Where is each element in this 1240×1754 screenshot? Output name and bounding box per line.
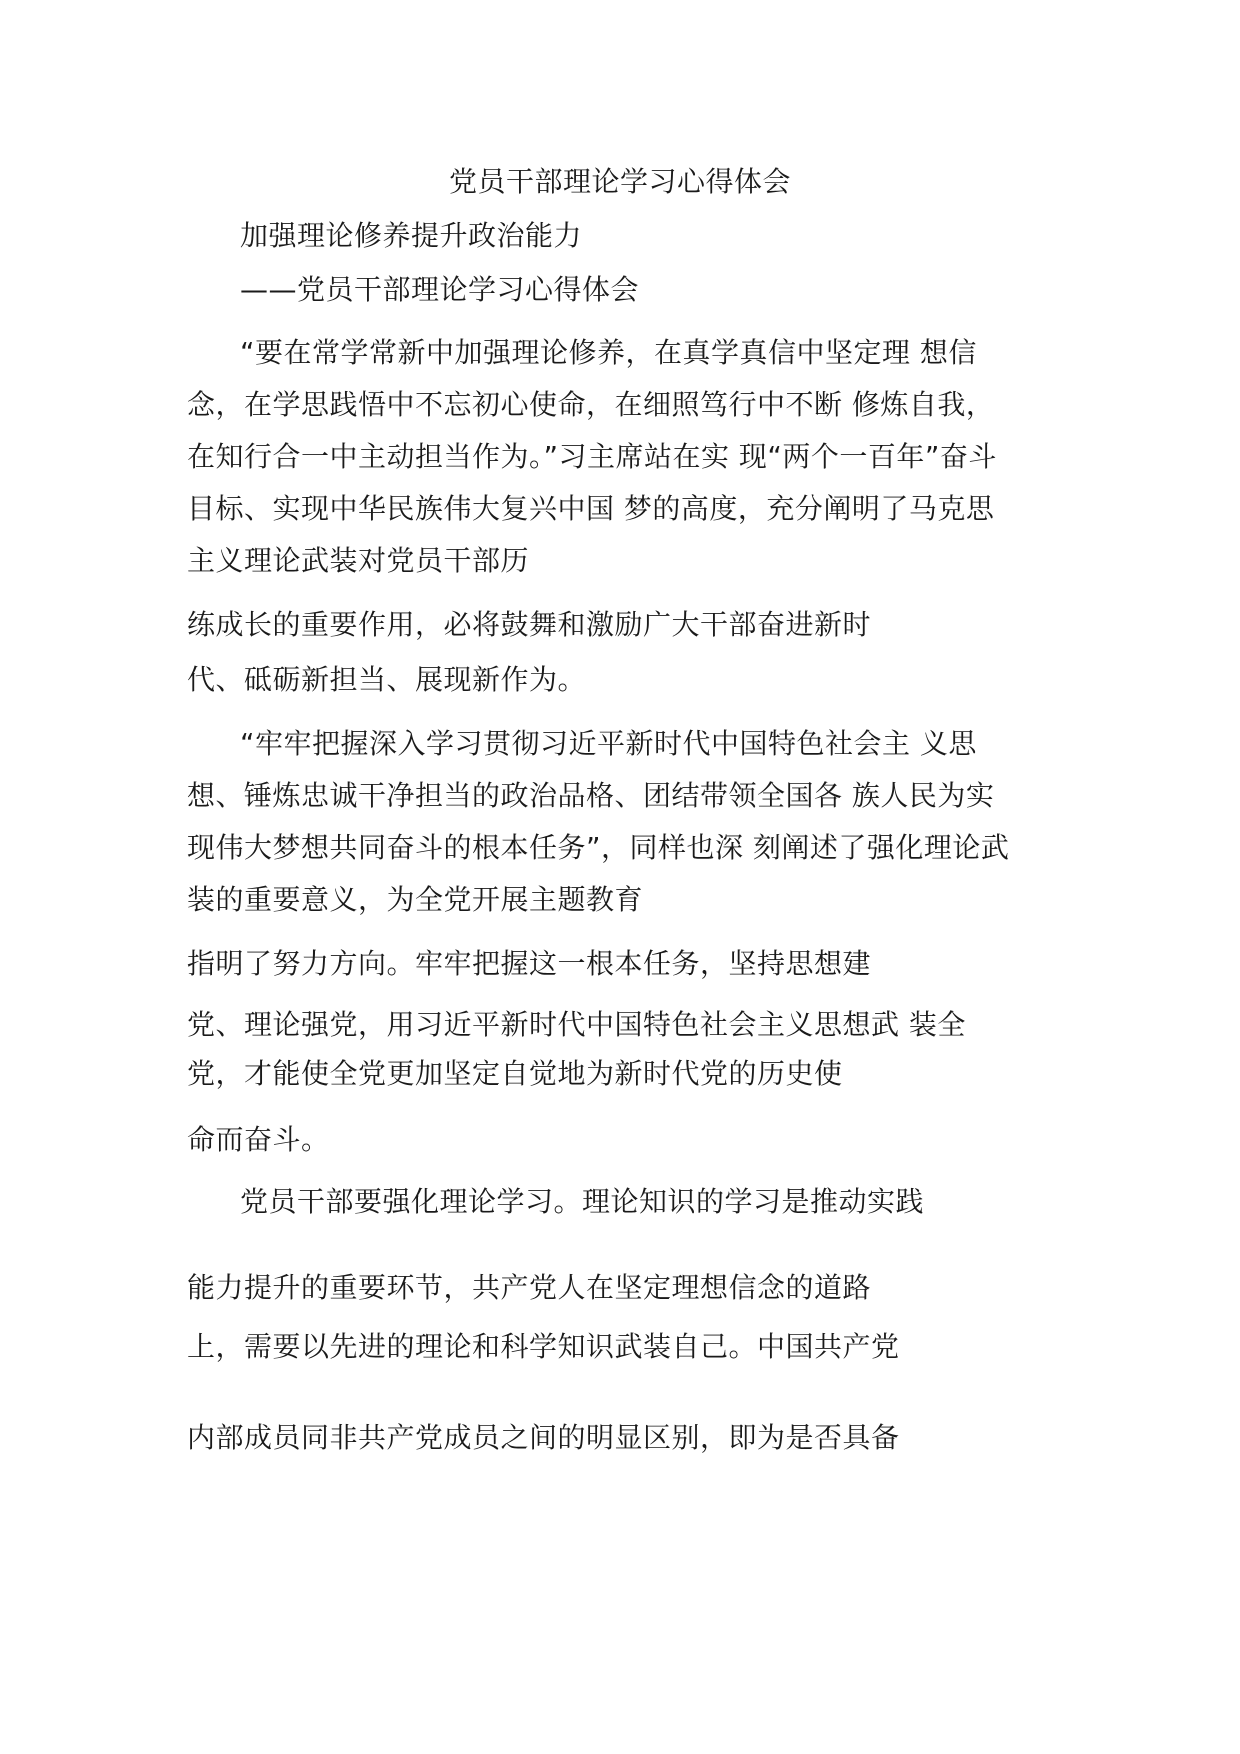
paragraph-line: 党，才能使全党更加坚定自觉地为新时代党的历史使: [187, 1057, 843, 1090]
paragraph-line: 主义理论武装对党员干部历: [187, 544, 530, 577]
article-subheading: ——党员干部理论学习心得体会: [240, 273, 640, 306]
paragraph-line: 代、砥砺新担当、展现新作为。: [187, 663, 587, 696]
paragraph-line: 上，需要以先进的理论和科学知识武装自己。中国共产党: [187, 1330, 900, 1363]
document-title: 党员干部理论学习心得体会: [448, 165, 791, 198]
paragraph-line: 党员干部要强化理论学习。理论知识的学习是推动实践: [240, 1185, 925, 1218]
paragraph-line: 目标、实现中华民族伟大复兴中国 梦的高度，充分阐明了马克思: [187, 492, 995, 525]
paragraph-line: “要在常学常新中加强理论修养，在真学真信中坚定理 想信: [240, 336, 977, 369]
paragraph-line: 指明了努力方向。牢牢把握这一根本任务，坚持思想建: [187, 947, 872, 980]
paragraph-line: 念，在学思践悟中不忘初心使命，在细照笃行中不断 修炼自我，: [187, 388, 995, 421]
article-heading: 加强理论修养提升政治能力: [240, 219, 583, 252]
paragraph-line: 现伟大梦想共同奋斗的根本任务”，同样也深 刻阐述了强化理论武: [187, 831, 1010, 864]
paragraph-line: 命而奋斗。: [187, 1123, 330, 1156]
paragraph-line: 能力提升的重要环节，共产党人在坚定理想信念的道路: [187, 1271, 872, 1304]
paragraph-line: 想、锤炼忠诚干净担当的政治品格、团结带领全国各 族人民为实: [187, 779, 995, 812]
paragraph-line: 练成长的重要作用，必将鼓舞和激励广大干部奋进新时: [187, 608, 872, 641]
paragraph-line: 内部成员同非共产党成员之间的明显区别，即为是否具备: [187, 1421, 900, 1454]
paragraph-line: 党、理论强党，用习近平新时代中国特色社会主义思想武 装全: [187, 1008, 966, 1041]
paragraph-line: 装的重要意义，为全党开展主题教育: [187, 883, 644, 916]
paragraph-line: “牢牢把握深入学习贯彻习近平新时代中国特色社会主 义思: [240, 727, 977, 760]
paragraph-line: 在知行合一中主动担当作为。”习主席站在实 现“两个一百年”奋斗: [187, 440, 997, 473]
